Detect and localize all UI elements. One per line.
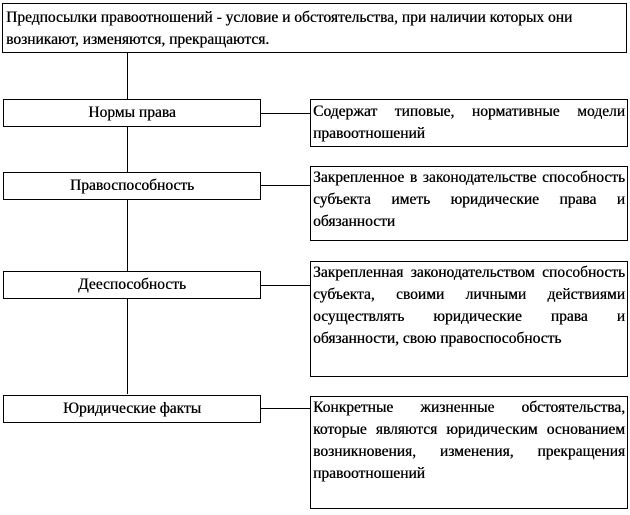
term-box-active-capacity <box>3 271 261 299</box>
definition-text: Конкретные жизненные обстоятельства, которые являются юридическим основанием возникновения, изменения, прекращения правоотношений <box>313 399 625 482</box>
term-label: Дееспособность <box>78 276 186 293</box>
connector-row-4 <box>261 408 310 409</box>
definition-text: Закрепленная законодательством способность субъекта, своими личными действиями осуществлять юридические права и обязанности, свою правоспособность <box>313 264 625 347</box>
definition-box-legal-capacity <box>310 166 628 241</box>
definition-box-active-capacity <box>310 261 628 377</box>
header-box <box>2 3 627 53</box>
term-label: Юридические факты <box>62 400 202 417</box>
term-label: Нормы права <box>88 104 176 121</box>
definition-text: Закрепленное в законодательстве способность субъекта иметь юридические права и обязанности <box>313 169 625 230</box>
connector-row-3 <box>261 285 310 286</box>
term-box-legal-capacity <box>3 172 261 200</box>
definition-text: Содержат типовые, нормативные модели правоотношений <box>313 103 625 142</box>
header-text: Предпосылки правоотношений - условие и обстоятельства, при наличии которых они возникают, изменяются, прекращаются. <box>6 9 573 48</box>
connector-row-1 <box>261 113 310 114</box>
term-box-norms <box>3 99 261 127</box>
definition-box-norms <box>310 99 628 147</box>
term-box-legal-facts <box>3 395 261 423</box>
connector-row-2 <box>261 185 310 186</box>
term-label: Правоспособность <box>69 177 195 194</box>
definition-box-legal-facts <box>310 396 628 509</box>
